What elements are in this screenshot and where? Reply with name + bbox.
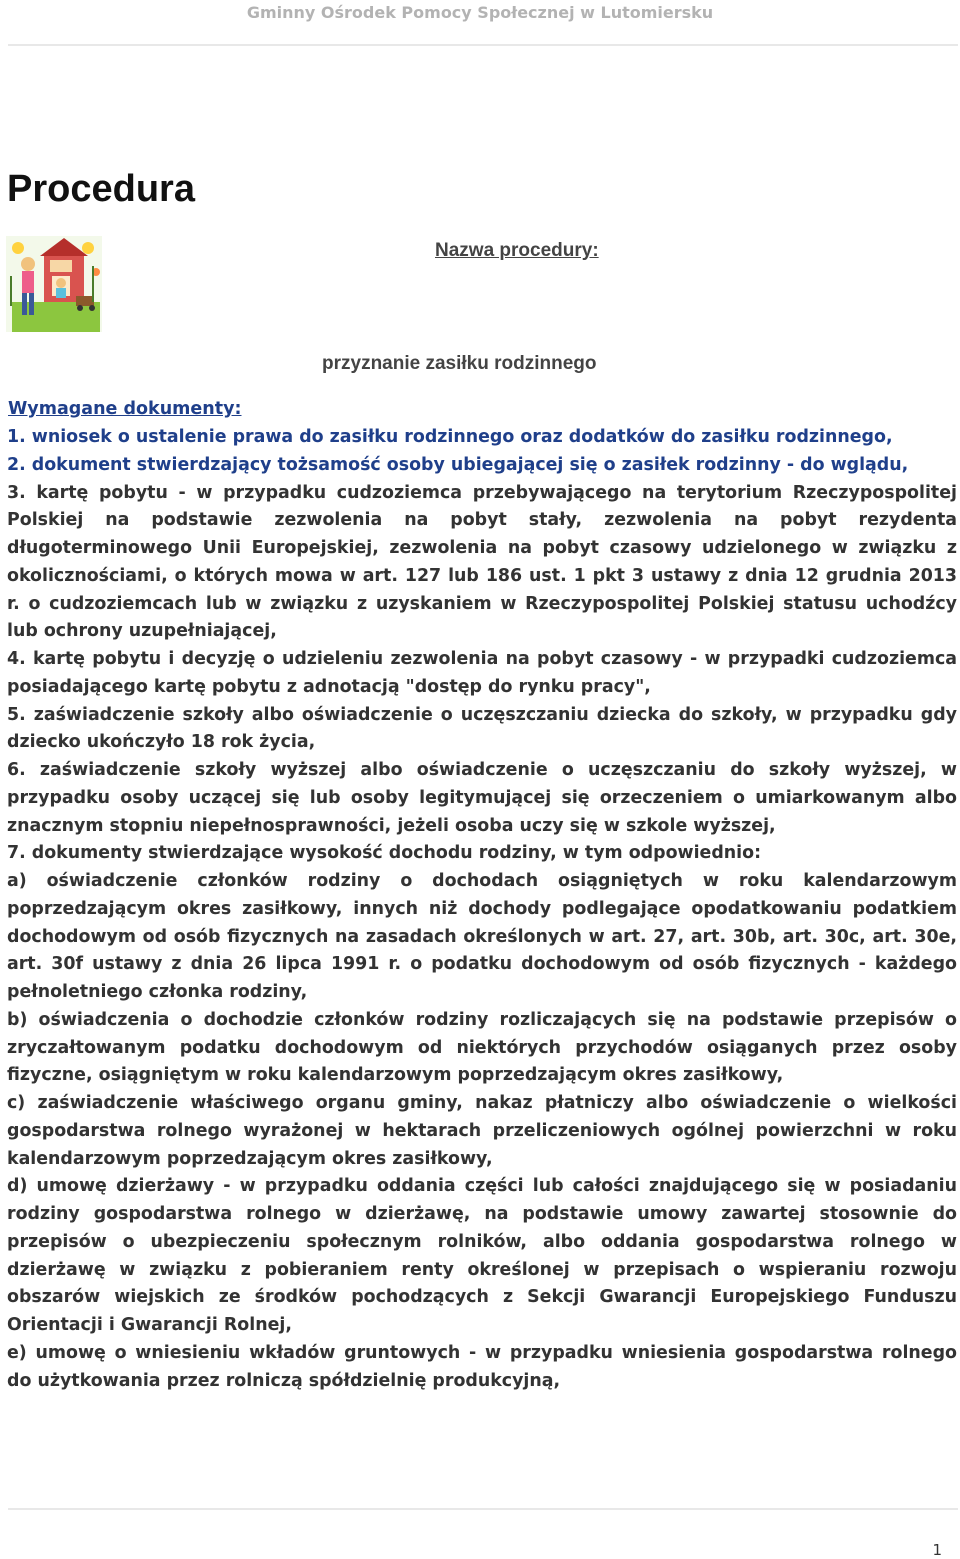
list-item: c) zaświadczenie właściwego organu gminy, nakaz płatniczy albo oświadczenie o wielkości gospodarstwa rolnego wyrażonej w hektarach przeliczeniowych ogólnej powierzchni w roku kalendarzowym poprzedzającym okres zasiłkowy, — [7, 1093, 957, 1169]
family-illustration-icon — [6, 236, 102, 332]
list-item: a) oświadczenie członków rodziny o dochodach osiągniętych w roku kalendarzowym poprzedzającym okres zasiłkowy, innych niż dochody podlegające opodatkowaniu podatkiem dochodowym od osób fizycznych na zasadach określonych w art. 27, art. 30b, art. 30c, art. 30e, art. 30f ustawy z dnia 26 lipca 1991 r. o podatku dochodowym od osób fizycznych - każdego pełnoletniego członka rodziny, — [7, 871, 957, 1002]
header-divider — [8, 44, 958, 46]
list-item: e) umowę o wniesieniu wkładów gruntowych - w przypadku wniesienia gospodarstwa rolnego do użytkowania przez rolniczą spółdzielnię produkcyjną, — [7, 1342, 957, 1391]
page-number: 1 — [932, 1541, 942, 1559]
required-documents-list — [7, 424, 957, 1395]
list-item: 3. kartę pobytu - w przypadku cudzoziemca przebywającego na terytorium Rzeczypospolitej Polskiej na podstawie zezwolenia na pobyt stały, zezwolenia na pobyt rezydenta długoterminowego Unii Europejskiej, zezwolenia na pobyt czasowy udzielonego w związku z okolicznościami, o których mowa w art. 127 lub 186 ust. 1 pkt 3 ustawy z dnia 12 grudnia 2013 r. o cudzoziemcach lub w związku z uzyskaniem w Rzeczypospolitej Polskiej statusu uchodźcy lub ochrony uzupełniającej, — [7, 482, 957, 642]
page-title: Procedura — [7, 168, 195, 210]
procedure-name: przyznanie zasiłku rodzinnego — [322, 353, 597, 374]
list-item: 4. kartę pobytu i decyzję o udzieleniu zezwolenia na pobyt czasowy - w przypadki cudzoziemca posiadającego kartę pobytu z adnotacją "dostęp do rynku pracy", — [7, 649, 957, 697]
list-item: 2. dokument stwierdzający tożsamość osoby ubiegającej się o zasiłek rodzinny - do wglądu, — [7, 454, 909, 475]
list-item: 6. zaświadczenie szkoły wyższej albo oświadczenie o uczęszczaniu do szkoły wyższej, w przypadku osoby uczącej się lub osoby legitymującej się orzeczeniem o umiarkowanym albo znacznym stopniu niepełnosprawności, jeżeli osoba uczy się w szkole wyższej, — [7, 760, 957, 836]
footer-divider — [8, 1508, 958, 1510]
list-item: 7. dokumenty stwierdzające wysokość dochodu rodziny, w tym odpowiednio: — [7, 843, 762, 864]
required-documents-heading: Wymagane dokumenty: — [8, 399, 242, 419]
list-item: 1. wniosek o ustalenie prawa do zasiłku rodzinnego oraz dodatków do zasiłku rodzinnego, — [7, 427, 893, 447]
site-header: Gminny Ośrodek Pomocy Społecznej w Lutomiersku — [246, 3, 714, 22]
list-item: b) oświadczenia o dochodzie członków rodziny rozliczających się na podstawie przepisów o zryczałtowanym podatku dochodowym od niektórych przychodów osiąganych przez osoby fizyczne, osiągniętym w roku kalendarzowym poprzedzającym okres zasiłkowy, — [7, 1009, 957, 1086]
list-item: 5. zaświadczenie szkoły albo oświadczenie o uczęszczaniu dziecka do szkoły, w przypadku gdy dziecko ukończyło 18 rok życia, — [7, 704, 957, 753]
procedure-name-label: Nazwa procedury: — [435, 240, 599, 261]
list-item: d) umowę dzierżawy - w przypadku oddania części lub całości znajdującego się w posiadaniu rodziny gospodarstwa rolnego w dzierżawę, na podstawie umowy zawartej stosownie do przepisów o ubezpieczeniu społecznym rolników, albo oddania gospodarstwa rolnego w dzierżawę w związku z pobieraniem renty określonej w przepisach o wspieraniu rozwoju obszarów wiejskich ze środków pochodzących z Sekcji Gwarancji Europejskiego Funduszu Orientacji i Gwarancji Rolnej, — [7, 1176, 957, 1335]
